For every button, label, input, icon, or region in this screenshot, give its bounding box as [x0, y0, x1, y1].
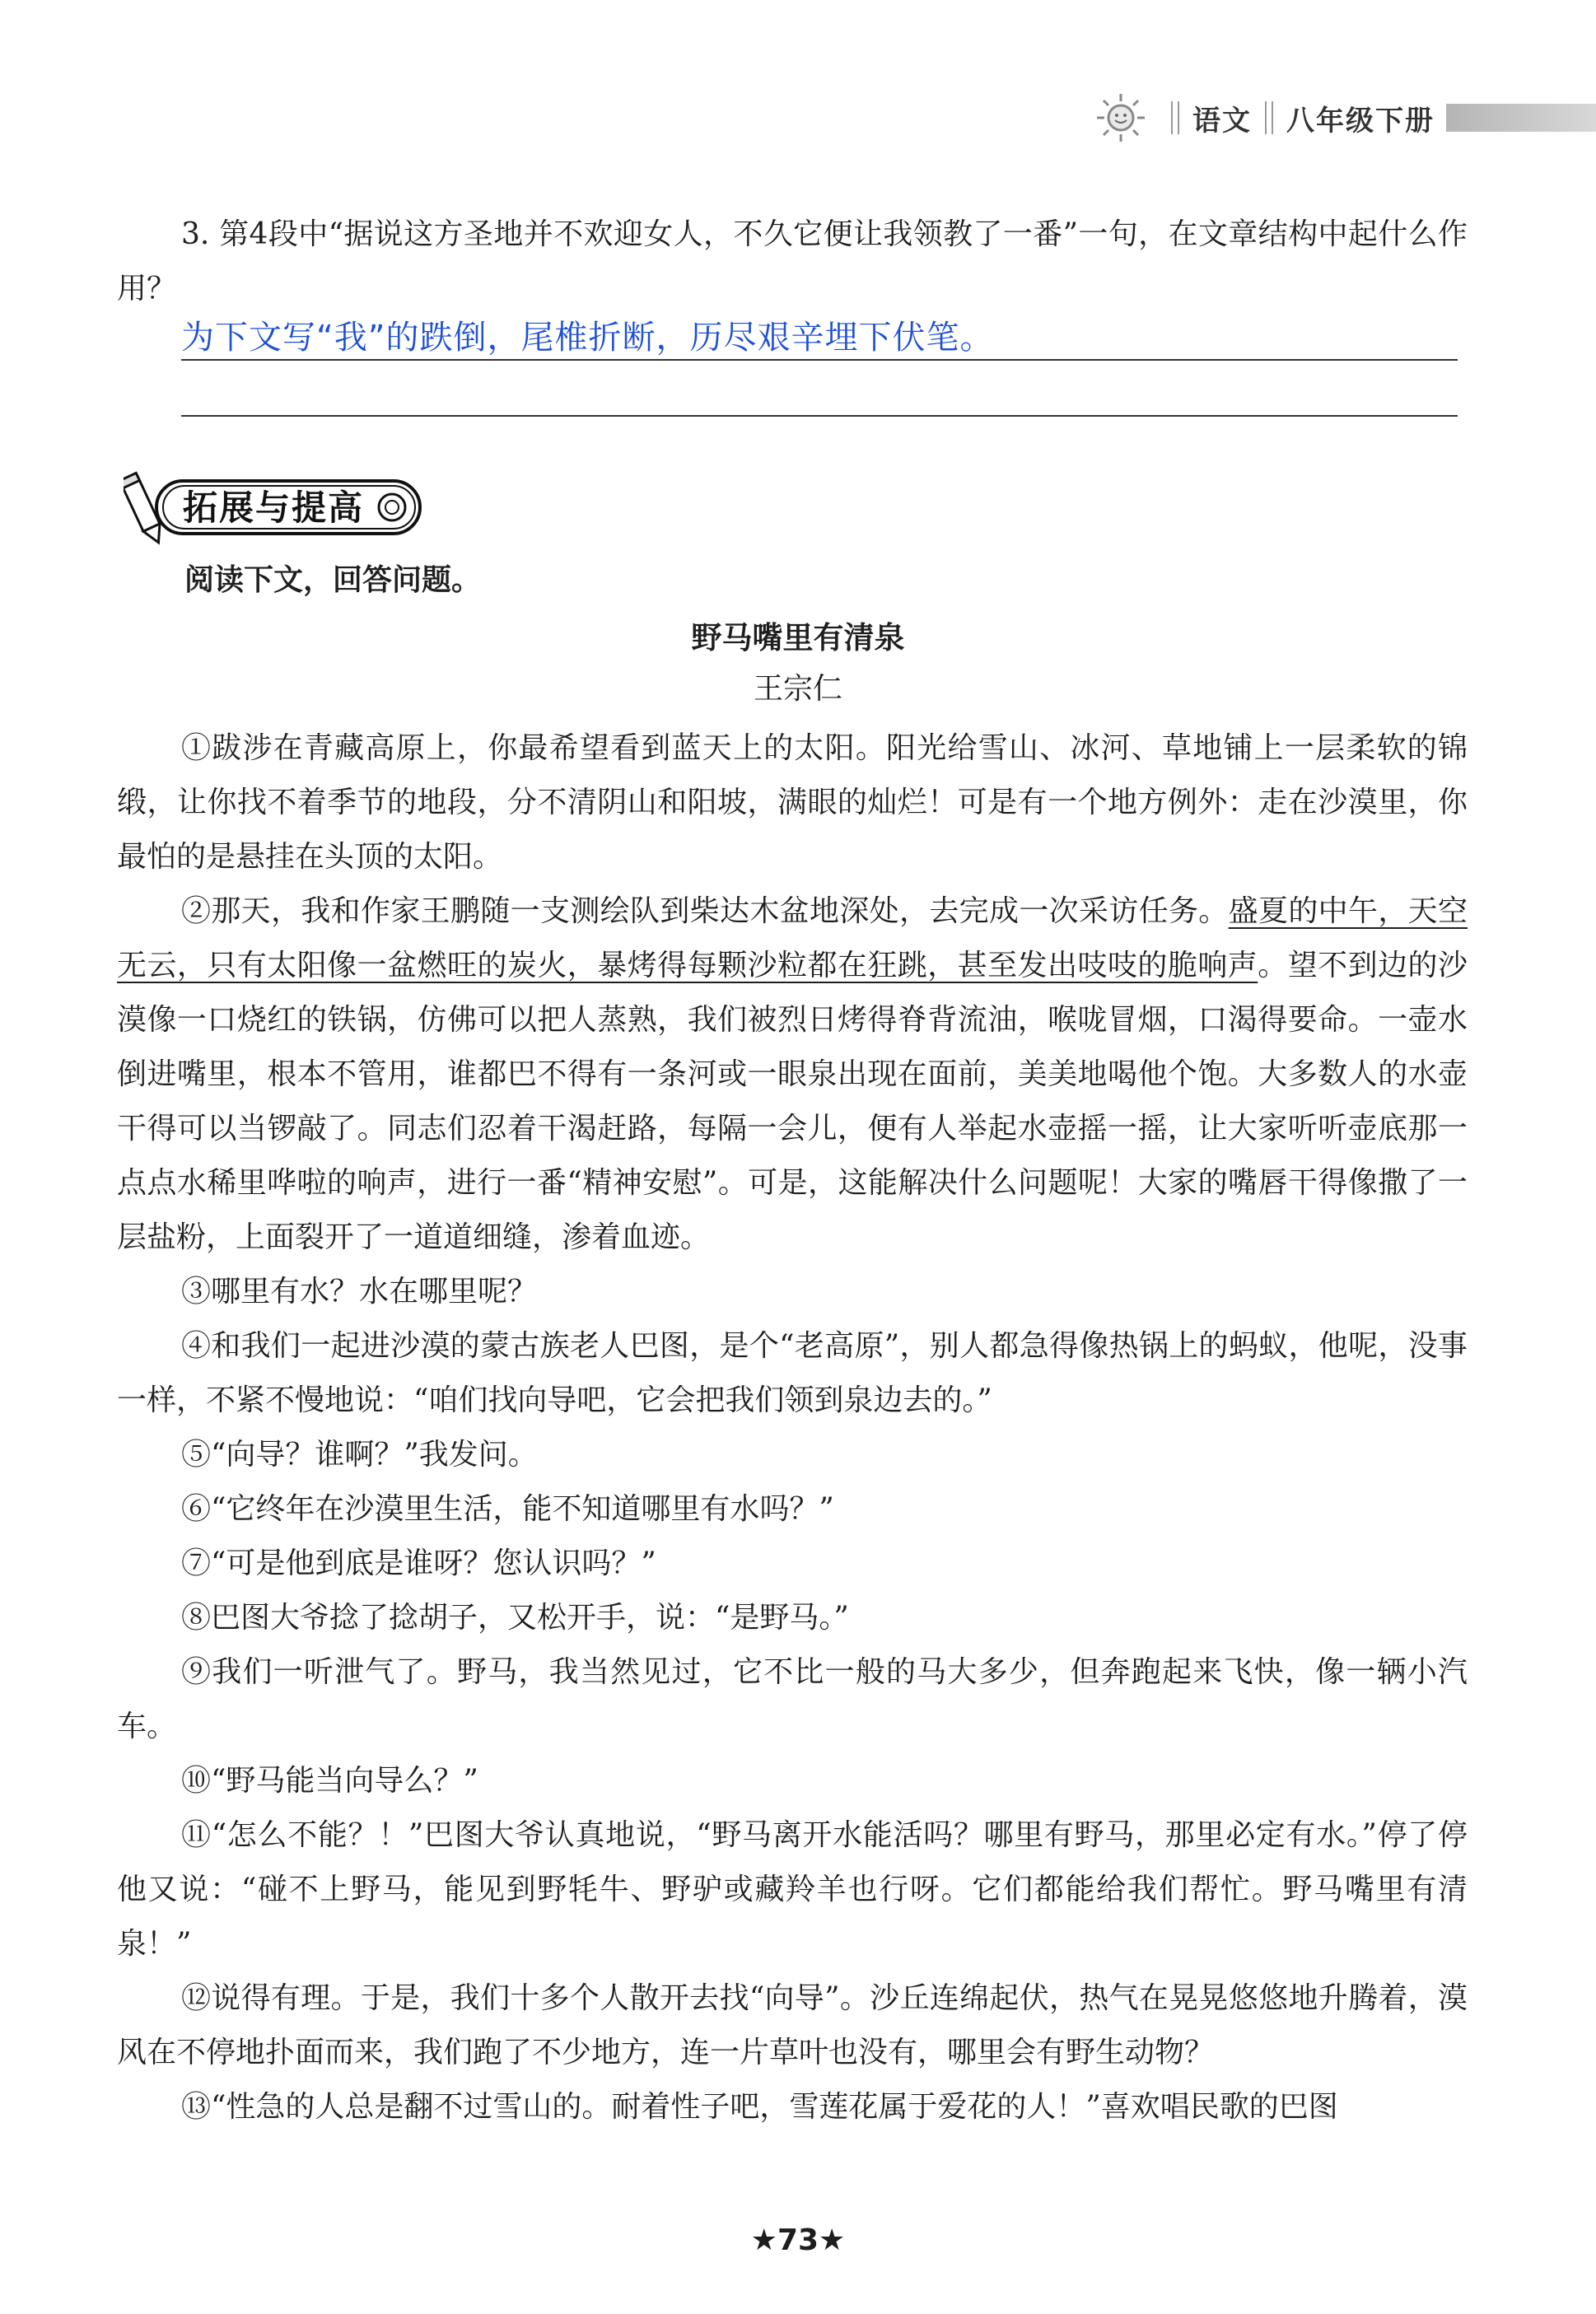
page-header [1095, 89, 1596, 147]
paragraph-10: ⑩“野马能当向导么？” [181, 1764, 478, 1798]
section-badge-label: 拓展与提高 [183, 488, 365, 528]
paragraph-8: ⑧巴图大爷捻了捻胡子，又松开手，说：“是野马。” [181, 1601, 849, 1635]
header-divider [1265, 101, 1273, 134]
header-subject: 语文 [1192, 104, 1252, 138]
question-3-answer: 为下文写“我”的跌倒，尾椎折断，历尽艰辛埋下伏笔。 [181, 319, 994, 357]
answer-line [181, 415, 1458, 417]
article-body [117, 721, 1468, 2134]
answer-line [181, 359, 1458, 361]
paragraph-12: ⑫说得有理。于是，我们十多个人散开去找“向导”。沙丘连绵起伏，热气在晃晃悠悠地升腾着，漠风在不停地扑面而来，我们跑了不少地方，连一片草叶也没有，哪里会有野生动物？ [117, 1981, 1468, 2069]
paragraph-11: ⑪“怎么不能？！”巴图大爷认真地说，“野马离开水能活吗？哪里有野马，那里必定有水。”停了停他又说：“碰不上野马，能见到野牦牛、野驴或藏羚羊也行呀。它们都能给我们帮忙。野马嘴里有清泉！” [117, 1818, 1468, 1961]
header-divider [1171, 101, 1179, 134]
paragraph-2 [117, 884, 1468, 1265]
sun-icon [1095, 92, 1146, 143]
page-number: ★73★ [750, 2223, 846, 2257]
question-3-text: 3. 第4段中“据说这方圣地并不欢迎女人，不久它便让我领教了一番”一句，在文章结构中起什么作用？ [117, 217, 1468, 306]
question-3 [117, 208, 1468, 316]
paragraph-9: ⑨我们一听泄气了。野马，我当然见过，它不比一般的马大多少，但奔跑起来飞快，像一辆小汽车。 [117, 1655, 1468, 1743]
paragraph-3: ③哪里有水？水在哪里呢？ [181, 1275, 538, 1309]
article-title: 野马嘴里有清泉 [691, 620, 905, 655]
paragraph-4: ④和我们一起进沙漠的蒙古族老人巴图，是个“老高原”，别人都急得像热锅上的蚂蚁，他呢，没事一样，不紧不慢地说：“咱们找向导吧，它会把我们领到泉边去的。” [117, 1329, 1468, 1417]
section-badge [124, 468, 436, 545]
reading-instruction: 阅读下文，回答问题。 [184, 563, 482, 597]
paragraph-13: ⑬“性急的人总是翻不过雪山的。耐着性子吧，雪莲花属于爱花的人！”喜欢唱民歌的巴图 [181, 2090, 1338, 2124]
header-bar [1446, 104, 1596, 132]
paragraph-2-start: ②那天，我和作家王鹏随一支测绘队到柴达木盆地深处，去完成一次采访任务。 [181, 894, 1229, 928]
paragraph-6: ⑥“它终年在沙漠里生活，能不知道哪里有水吗？” [181, 1492, 834, 1526]
paragraph-1: ①跋涉在青藏高原上，你最希望看到蓝天上的太阳。阳光给雪山、冰河、草地铺上一层柔软的锦缎，让你找不着季节的地段，分不清阴山和阳坡，满眼的灿烂！可是有一个地方例外：走在沙漠里，你最怕的是悬挂在头顶的太阳。 [117, 731, 1468, 874]
paragraph-2-rest: 。望不到边的沙漠像一口烧红的铁锅，仿佛可以把人蒸熟，我们被烈日烤得脊背流油，喉咙冒烟，口渴得要命。一壶水倒进嘴里，根本不管用，谁都巴不得有一条河或一眼泉出现在面前，美美地喝他个饱。大多数人的水壶干得可以当锣敲了。同志们忍着干渴赶路，每隔一会儿，便有人举起水壶摇一摇，让大家听听壶底那一点点水稀里哗啦的响声，进行一番“精神安慰”。可是，这能解决什么问题呢！大家的嘴唇干得像撒了一层盐粉，上面裂开了一道道细缝，渗着血迹。 [117, 949, 1468, 1254]
underlined-sentence: 盛夏的中午，天空无云，只有太阳像一盆燃旺的炭火，暴烤得每颗沙粒都在狂跳，甚至发出吱吱的脆响声 [117, 894, 1468, 982]
paragraph-5: ⑤“向导？谁啊？”我发问。 [181, 1438, 538, 1472]
paragraph-7: ⑦“可是他到底是谁呀？您认识吗？” [181, 1547, 656, 1580]
header-grade: 八年级下册 [1286, 104, 1435, 138]
article-author: 王宗仁 [753, 672, 842, 706]
